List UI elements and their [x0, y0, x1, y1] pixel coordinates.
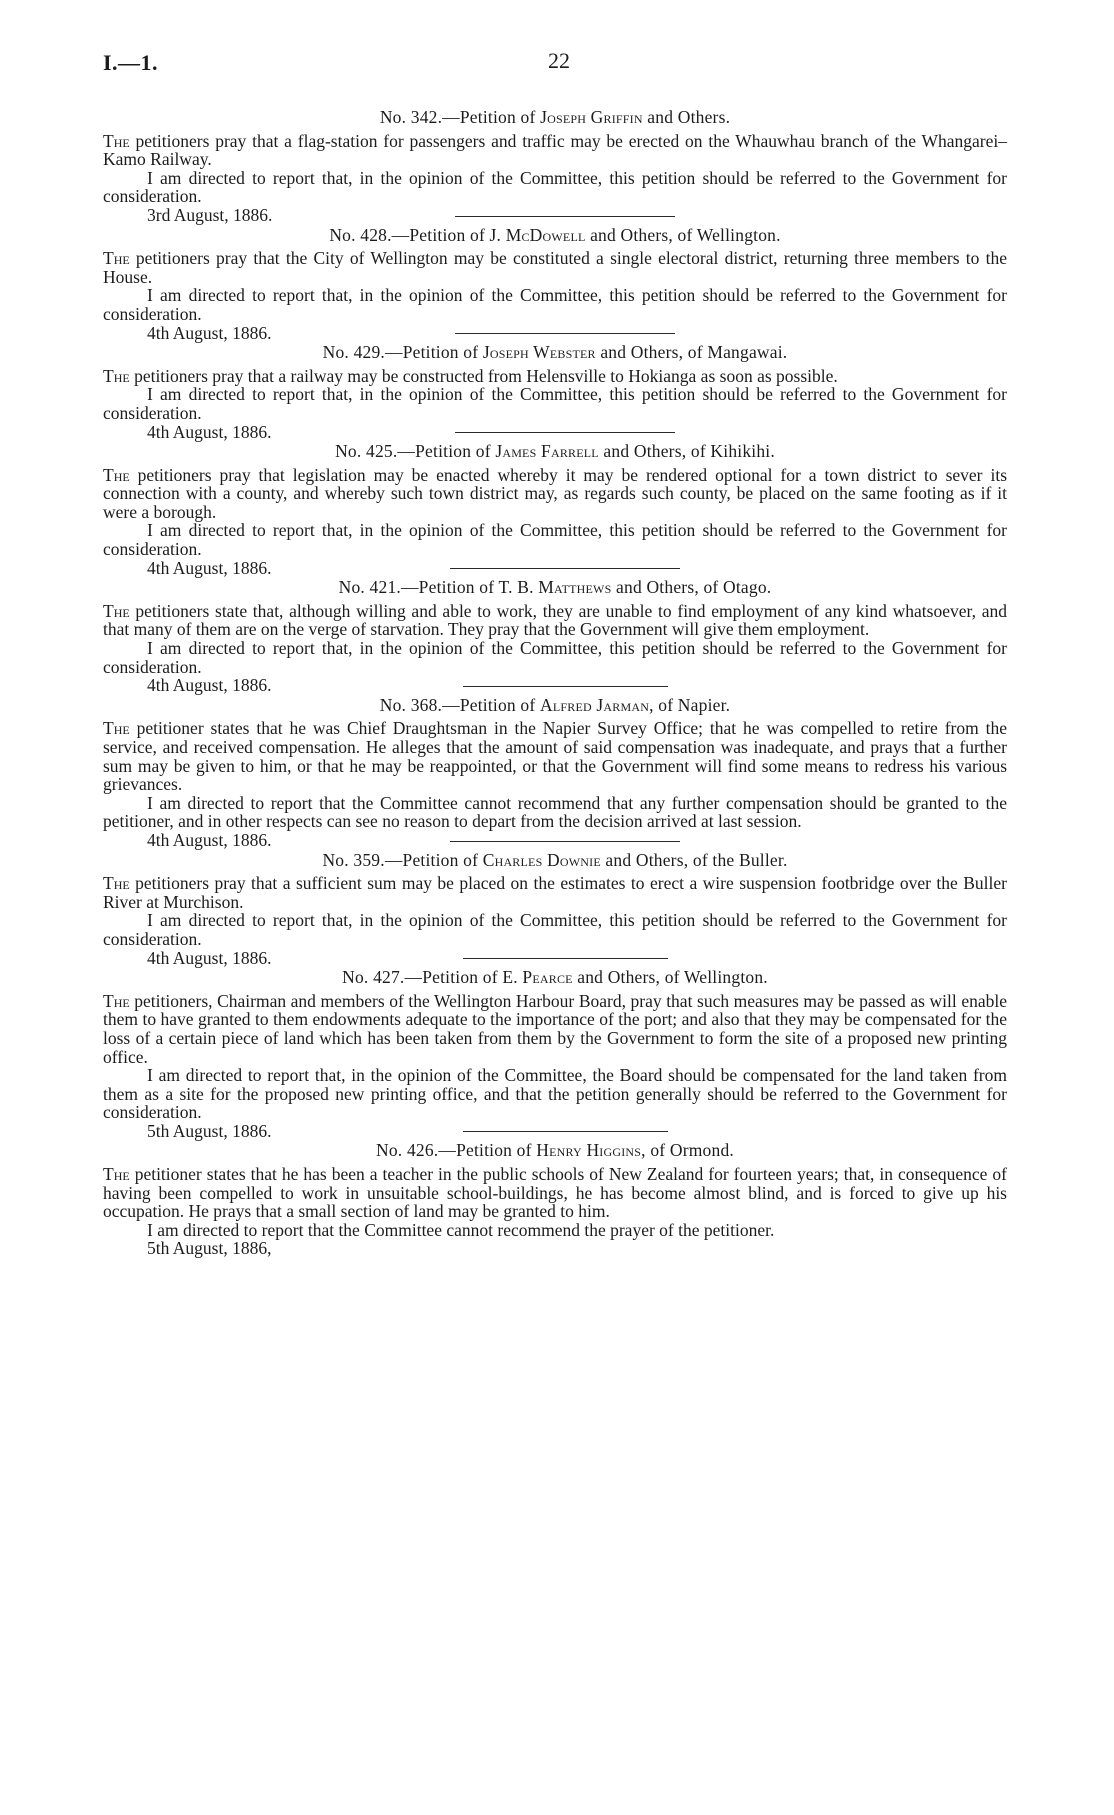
petition-entry: [103, 577, 1007, 696]
petition-entry: [103, 967, 1007, 1141]
petitioner-name: Alfred Jarman: [540, 694, 650, 715]
petition-title: No. 427.—Petition of E. Pearce and Others, of Wellington.: [342, 967, 768, 988]
committee-report: I am directed to report that the Committee cannot recommend that any further compensation should be granted to the petitioner, and in other respects can see no reason to depart from the decision arrived at last session.: [103, 792, 1007, 832]
committee-report: I am directed to report that, in the opinion of the Committee, this petition should be referred to the Government for consideration.: [103, 167, 1007, 207]
petition-title: No. 359.—Petition of Charles Downie and Others, of the Buller.: [322, 849, 788, 870]
petition-entry: [103, 1141, 1007, 1258]
petition-title: No. 368.—Petition of Alfred Jarman, of Napier.: [379, 694, 731, 715]
committee-report: I am directed to report that, in the opinion of the Committee, this petition should be referred to the Government for consideration.: [103, 638, 1007, 677]
committee-report: I am directed to report that, in the opinion of the Committee, the Board should be compensated for the land taken from them as a site for the proposed new printing office, and that the petition generally should be referred to the Government for consideration.: [103, 1065, 1007, 1123]
paper-reference: I.—1.: [103, 50, 159, 75]
petition-title: No. 425.—Petition of James Farrell and Others, of Kihikihi.: [335, 441, 775, 462]
petitions-list: [103, 108, 1007, 1258]
petition-entry: [103, 441, 1007, 578]
section-divider: [463, 1131, 668, 1132]
report-date: 4th August, 1886.: [147, 557, 272, 578]
section-divider: [463, 686, 668, 687]
committee-report: I am directed to report that, in the opinion of the Committee, this petition should be referred to the Government for consideration.: [103, 285, 1007, 324]
petitioner-name: Joseph Webster: [482, 342, 596, 363]
section-divider: [455, 333, 675, 334]
petition-entry: [103, 849, 1007, 968]
petition-prayer: The petitioners pray that a railway may be constructed from Helensville to Hokianga as soon as possible.: [103, 365, 838, 386]
committee-report: I am directed to report that, in the opinion of the Committee, this petition should be referred to the Government for consideration.: [103, 910, 1007, 949]
petitioner-name: Charles Downie: [482, 849, 601, 870]
petition-prayer: The petitioner states that he has been a teacher in the public schools of New Zealand for fourteen years; that, in consequence of having been compelled to work in unsuitable school-buildings, he has become almost blind, and is forced to give up his occupation. He prays that a small section of land may be granted to him.: [103, 1164, 1007, 1222]
report-date: 4th August, 1886.: [147, 322, 272, 343]
page-number: 22: [548, 48, 570, 73]
petitioner-name: Pearce: [522, 967, 573, 988]
committee-report: I am directed to report that, in the opinion of the Committee, this petition should be referred to the Government for consideration.: [103, 520, 1007, 560]
petition-entry: [103, 694, 1007, 850]
petitioner-name: McDowell: [505, 224, 586, 245]
petition-entry: [103, 342, 1007, 442]
petition-title: No. 429.—Petition of Joseph Webster and Others, of Mangawai.: [322, 342, 788, 363]
report-date: 4th August, 1886.: [147, 829, 272, 850]
petition-entry: [103, 224, 1007, 343]
section-divider: [455, 216, 675, 217]
petition-prayer: The petitioners pray that a flag-station for passengers and traffic may be erected on the Whauwhau branch of the Whangarei–Kamo Railway.: [103, 130, 1007, 170]
report-date: 4th August, 1886.: [147, 947, 272, 968]
petition-prayer: The petitioners, Chairman and members of the Wellington Harbour Board, pray that such measures may be passed as will enable them to have granted to them endowments adequate to the importance of the port; and also that they may be compensated for the loss of a certain piece of land which has been taken from them by the Government to form the site of a proposed new printing office.: [103, 990, 1007, 1067]
petition-title: No. 426.—Petition of Henry Higgins, of Ormond.: [376, 1140, 734, 1161]
report-date: 3rd August, 1886.: [147, 204, 273, 225]
report-date: 5th August, 1886,: [147, 1238, 272, 1259]
section-divider: [450, 568, 680, 569]
petitioner-name: James Farrell: [495, 441, 599, 462]
petition-prayer: The petitioners pray that legislation may be enacted whereby it may be rendered optional for a town district to sever its connection with a county, and whereby such town district may, as regards such county, be placed on the same footing as if it were a borough.: [103, 464, 1007, 522]
petition-title: No. 421.—Petition of T. B. Matthews and Others, of Otago.: [338, 577, 772, 598]
report-date: 4th August, 1886.: [147, 675, 272, 696]
committee-report: I am directed to report that, in the opinion of the Committee, this petition should be referred to the Government for consideration.: [103, 384, 1007, 423]
petitioner-name: Joseph Griffin: [540, 107, 643, 127]
petition-title: No. 342.—Petition of Joseph Griffin and Others.: [379, 107, 731, 127]
section-divider: [450, 841, 680, 842]
petition-prayer: The petitioners state that, although willing and able to work, they are unable to find employment of any kind whatsoever, and that many of them are on the verge of starvation. They pray that the Government will give them employment.: [103, 600, 1007, 640]
report-date: 5th August, 1886.: [147, 1120, 272, 1141]
section-divider: [463, 958, 668, 959]
petition-title: No. 428.—Petition of J. McDowell and Others, of Wellington.: [329, 224, 781, 245]
petition-entry: [103, 107, 1007, 225]
petitioner-name: Henry Higgins: [536, 1140, 642, 1161]
committee-report: I am directed to report that the Committee cannot recommend the prayer of the petitioner.: [147, 1219, 775, 1240]
report-date: 4th August, 1886.: [147, 421, 272, 442]
petition-prayer: The petitioners pray that the City of Wellington may be constituted a single electoral district, returning three members to the House.: [103, 248, 1007, 287]
petitioner-name: Matthews: [538, 577, 612, 598]
section-divider: [455, 432, 675, 433]
petition-prayer: The petitioner states that he was Chief Draughtsman in the Napier Survey Office; that he was compelled to retire from the service, and received compensation. He alleges that the amount of said compensation was inadequate, and prays that a further sum may be given to him, or that he may be reappointed, or that the Government will find some means to redress his various grievances.: [103, 718, 1007, 795]
petition-prayer: The petitioners pray that a sufficient sum may be placed on the estimates to erect a wire suspension footbridge over the Buller River at Murchison.: [103, 873, 1007, 912]
